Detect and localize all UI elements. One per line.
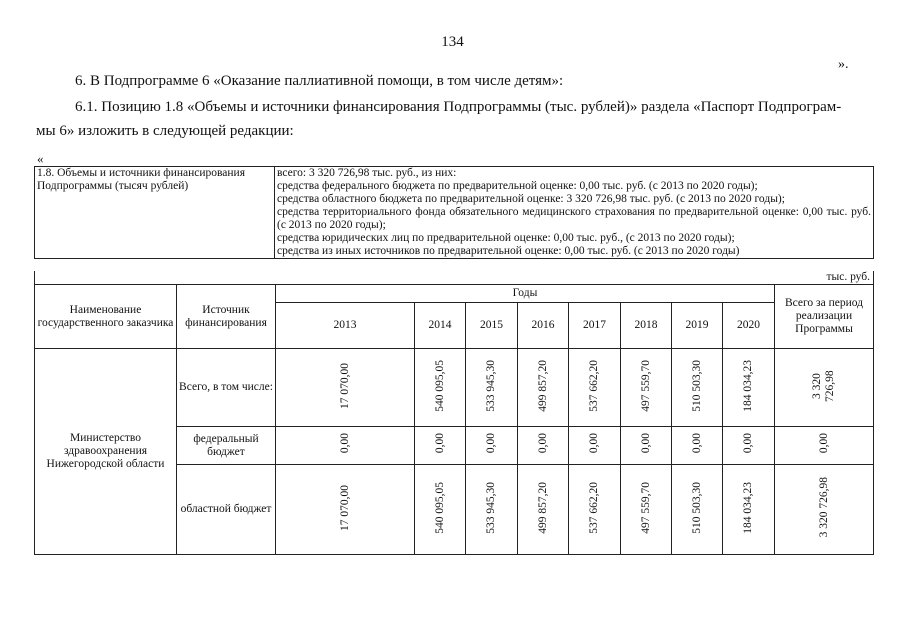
value-text: 17 070,00 xyxy=(338,484,351,531)
value-cell xyxy=(466,427,518,465)
header-year: 2018 xyxy=(621,303,672,349)
unit-label: тыс. руб. xyxy=(35,271,874,285)
header-total: Всего за период реализации Программы xyxy=(775,285,874,349)
passport-table xyxy=(34,166,874,259)
value-cell xyxy=(569,465,621,555)
value-text: 0,00 xyxy=(485,433,497,454)
total-cell xyxy=(775,465,874,555)
value-cell xyxy=(518,465,569,555)
source-federal: федеральный бюджет xyxy=(177,427,276,465)
passport-line-total: всего: 3 320 726,98 тыс. руб., из них: xyxy=(277,167,457,179)
value-text: 537 662,20 xyxy=(588,359,600,412)
value-text: 510 503,30 xyxy=(690,481,703,534)
header-source: Источник финансирования xyxy=(177,285,276,349)
value-text: 533 945,30 xyxy=(485,359,497,412)
source-total: Всего, в том числе: xyxy=(177,349,276,427)
source-regional: областной бюджет xyxy=(177,465,276,555)
passport-line-oms-fund: средства территориального фонда обязательного медицинского страхования по предварительной оценке: 0,00 тыс. руб. (с 2013 по 2020 годы); xyxy=(277,206,871,231)
value-text: 540 095,05 xyxy=(433,359,446,412)
value-cell xyxy=(466,465,518,555)
header-customer: Наименование государственного заказчика xyxy=(35,285,177,349)
passport-line-regional: средства областного бюджета по предварительной оценке: 3 320 726,98 тыс. руб. (с 2013 по 2020 годы); xyxy=(277,193,785,205)
value-text: 17 070,00 xyxy=(338,362,351,409)
header-year: 2013 xyxy=(276,303,415,349)
page-number: 134 xyxy=(441,34,464,50)
header-year: 2017 xyxy=(569,303,621,349)
passport-row xyxy=(35,167,874,259)
value-cell xyxy=(621,465,672,555)
value-text: 0,00 xyxy=(433,433,446,454)
value-cell xyxy=(466,349,518,427)
header-year: 2015 xyxy=(466,303,518,349)
value-text: 540 095,05 xyxy=(433,481,446,534)
value-cell xyxy=(415,427,466,465)
passport-line-other-sources: средства из иных источников по предварительной оценке: 0,00 тыс. руб. (с 2013 по 2020 годы) xyxy=(277,245,740,257)
value-cell xyxy=(518,349,569,427)
value-cell xyxy=(276,465,415,555)
value-text: 0,00 xyxy=(639,433,652,454)
value-cell xyxy=(276,427,415,465)
header-row-1 xyxy=(35,285,874,303)
paragraph-subprogram-6: 6. В Подпрограмме 6 «Оказание паллиативной помощи, в том числе детям»: xyxy=(75,73,564,89)
value-text: 0,00 xyxy=(742,433,754,454)
total-cell xyxy=(775,427,874,465)
value-cell xyxy=(723,465,775,555)
paragraph-item-6-1-line1: 6.1. Позицию 1.8 «Объемы и источники финансирования Подпрограммы (тыс. рублей)» раздела «Паспорт Подпрограм- xyxy=(75,99,842,115)
header-year: 2019 xyxy=(672,303,723,349)
value-text: 499 857,20 xyxy=(536,481,549,534)
passport-line-legal-entities: средства юридических лиц по предварительной оценке: 0,00 тыс. руб., (с 2013 по 2020 годы); xyxy=(277,232,735,244)
value-text: 0,00 xyxy=(536,433,549,454)
value-cell xyxy=(723,349,775,427)
financing-table xyxy=(34,271,874,555)
passport-line-federal: средства федерального бюджета по предварительной оценке: 0,00 тыс. руб. (с 2013 по 2020 годы); xyxy=(277,180,758,192)
value-text: 184 034,23 xyxy=(742,359,754,412)
row-total xyxy=(35,349,874,427)
opening-quote: « xyxy=(37,151,44,166)
value-cell xyxy=(723,427,775,465)
value-text: 499 857,20 xyxy=(536,359,549,412)
value-text: 497 559,70 xyxy=(639,359,652,412)
value-cell xyxy=(672,349,723,427)
passport-value xyxy=(275,167,874,259)
customer-name: Министерство здравоохранения Нижегородской области xyxy=(35,349,177,555)
header-year: 2014 xyxy=(415,303,466,349)
value-cell xyxy=(518,427,569,465)
value-text: 0,00 xyxy=(690,433,703,454)
value-text: 0,00 xyxy=(338,433,351,454)
value-cell xyxy=(672,427,723,465)
value-text: 0,00 xyxy=(588,433,600,454)
value-text: 510 503,30 xyxy=(690,359,703,412)
value-text: 497 559,70 xyxy=(639,481,652,534)
unit-row xyxy=(35,271,874,285)
total-text: 3 320 726,98 xyxy=(817,477,830,538)
value-cell xyxy=(621,349,672,427)
header-year: 2016 xyxy=(518,303,569,349)
passport-label: 1.8. Объемы и источники финансирования Подпрограммы (тысяч рублей) xyxy=(35,167,275,259)
value-cell xyxy=(415,349,466,427)
value-cell xyxy=(415,465,466,555)
total-cell xyxy=(775,349,874,427)
value-text: 184 034,23 xyxy=(742,481,754,534)
value-cell xyxy=(569,427,621,465)
value-cell xyxy=(621,427,672,465)
value-text: 533 945,30 xyxy=(485,481,497,534)
value-text: 537 662,20 xyxy=(588,481,600,534)
total-text: 0,00 xyxy=(817,433,830,454)
value-cell xyxy=(569,349,621,427)
paragraph-item-6-1-line2: мы 6» изложить в следующей редакции: xyxy=(36,123,294,139)
header-years-group: Годы xyxy=(276,285,775,303)
header-year: 2020 xyxy=(723,303,775,349)
value-cell xyxy=(276,349,415,427)
value-cell xyxy=(672,465,723,555)
total-text: 3 320 726,98 xyxy=(811,369,836,402)
closing-quote: ». xyxy=(838,57,849,72)
